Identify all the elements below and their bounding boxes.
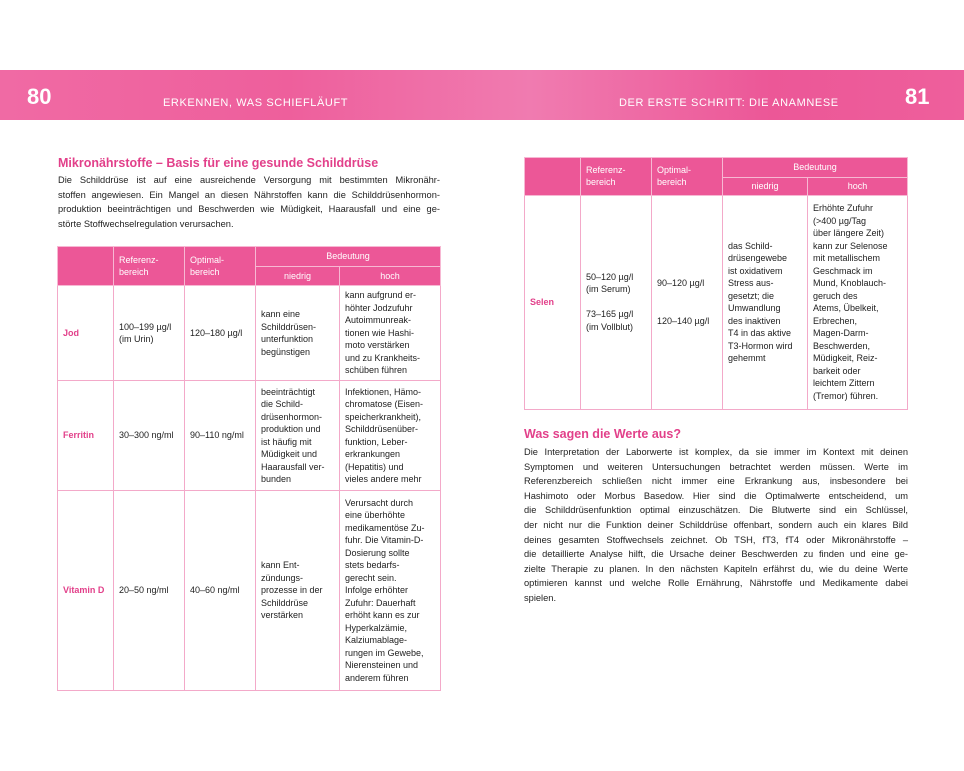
paragraph-line: deines gesamten Stoffwechsels zeichnet. Ob TSH, fT3, fT4 oder Mikronährstoffe – [524,534,908,545]
left-section-heading: Mikronährstoffe – Basis für eine gesunde Schilddrüse [58,156,379,170]
right-page-number: 81 [905,84,930,109]
left-page-number: 80 [27,84,52,109]
paragraph-line: Referenzbereich schließen nicht immer eine Erkrankung aus, insbesondere bei [524,476,908,487]
table-row [58,491,441,691]
header-bedeutung: Bedeutung [723,158,908,178]
paragraph-line: der nicht nur die Funktion deiner Schilddrüse offenbart, sondern auch ein klares Bild [524,519,908,530]
table-corner-header [525,158,581,196]
cell-referenz: 20–50 ng/ml [114,491,185,691]
paragraph-line: stoffen angewiesen. Ein Mangel an diesen Nährstoffen kann die Schilddrüsenhormon- [58,189,440,200]
paragraph-line: Die Interpretation der Laborwerte ist komplex, da sie immer im Kontext mit deinen [524,447,908,457]
cell-referenz: 50–120 µg/l (im Serum) 73–165 µg/l (im Vollblut) [581,195,652,409]
cell-hoch: kann aufgrund er- höhter Jodzufuhr Autoimmunreak- tionen wie Hashi- moto verstärken und zu Krankheits- schüben führen [340,286,441,381]
cell-hoch: Erhöhte Zufuhr (>400 µg/Tag über längere Zeit) kann zur Selenose mit metallischem Geschmack im Mund, Knoblauch- geruch des Atems, Übelkeit, Erbrechen, Magen-Darm- Beschwerden, Müdigkeit, Reiz- barkeit oder leichtem Zittern (Tremor) führen. [808,195,908,409]
row-name-ferritin: Ferritin [58,381,114,491]
left-nutrient-table [57,246,441,691]
right-selen-table [524,157,908,410]
paragraph-line: Symptomen und weiteren Untersuchungen betrachtet werden müssen. Werte im [524,461,908,472]
header-hoch: hoch [340,267,441,286]
left-intro-paragraph [58,173,440,231]
row-name-jod: Jod [58,286,114,381]
header-referenz: Referenz- bereich [114,247,185,286]
right-running-title: DER ERSTE SCHRITT: DIE ANAMNESE [619,97,839,109]
right-body-paragraph [524,445,908,606]
header-referenz: Referenz- bereich [581,158,652,196]
right-section-heading: Was sagen die Werte aus? [524,427,681,441]
cell-hoch: Verursacht durch eine überhöhte medikamentöse Zu- fuhr. Die Vitamin-D- Dosierung sollte stets bedarfs- gerecht sein. Infolge erhöhter Zufuhr: Dauerhaft erhöht kann es zur Hyperkalzämie, Kalziumablage- rungen im Gewebe, Nierensteinen und anderem führen [340,491,441,691]
left-running-title: ERKENNEN, WAS SCHIEFLÄUFT [163,97,349,109]
header-optimal: Optimal- bereich [652,158,723,196]
cell-niedrig: kann eine Schilddrüsen- unterfunktion begünstigen [256,286,340,381]
row-name-vitamin-d: Vitamin D [58,491,114,691]
header-niedrig: niedrig [723,178,808,196]
header-niedrig: niedrig [256,267,340,286]
paragraph-line: die detaillierte Analyse hilft, die Ursache deiner Beschwerden zu finden und eine ge- [524,549,908,560]
paragraph-line: spielen. [524,592,557,603]
paragraph-line: störte Stoffwechselregulation verursachen. [58,218,234,229]
header-hoch: hoch [808,178,908,196]
header-optimal: Optimal- bereich [185,247,256,286]
cell-niedrig: das Schild- drüsengewebe ist oxidativem Stress aus- gesetzt; die Umwandlung des inaktiven T4 in das aktive T3-Hormon wird gehemmt [723,195,808,409]
header-bedeutung: Bedeutung [256,247,441,267]
table-corner-header [58,247,114,286]
paragraph-line: Hashimoto oder Morbus Basedow. Hier sind die Optimalwerte entscheidend, um [524,490,908,501]
cell-niedrig: kann Ent- zündungs- prozesse in der Schilddrüse verstärken [256,491,340,691]
cell-optimal: 90–110 ng/ml [185,381,256,491]
cell-referenz: 30–300 ng/ml [114,381,185,491]
row-name-selen: Selen [525,195,581,409]
cell-optimal: 40–60 ng/ml [185,491,256,691]
header-band [0,70,964,120]
paragraph-line: optimieren kannst und welche Rolle Ernährung, Nährstoffe und Medikamente dabei [524,578,908,589]
cell-hoch: Infektionen, Hämo- chromatose (Eisen- speicherkrankheit), Schilddrüsenüber- funktion, Leber- erkrankungen (Hepatitis) und vieles andere mehr [340,381,441,491]
paragraph-line: die Schilddrüsenfunktion optimal einzuschätzen. Die Blutwerte sind ein Schlüssel, [524,505,908,516]
cell-optimal: 90–120 µg/l 120–140 µg/l [652,195,723,409]
cell-niedrig: beeinträchtigt die Schild- drüsenhormon- produktion und ist häufig mit Müdigkeit und Haarausfall ver- bunden [256,381,340,491]
table-row [525,195,908,409]
table-row [58,286,441,381]
paragraph-line: Die Schilddrüse ist auf eine ausreichende Versorgung mit bestimmten Mikronähr- [58,175,440,185]
cell-referenz: 100–199 µg/l (im Urin) [114,286,185,381]
table-row [58,381,441,491]
paragraph-line: produktion beeinträchtigen und Beschwerden wie Müdigkeit, Haarausfall und eine ge- [58,204,440,215]
paragraph-line: zielte Therapie zu planen. In den nächsten Kapiteln erfährst du, wie du deine Werte [524,563,908,574]
cell-optimal: 120–180 µg/l [185,286,256,381]
